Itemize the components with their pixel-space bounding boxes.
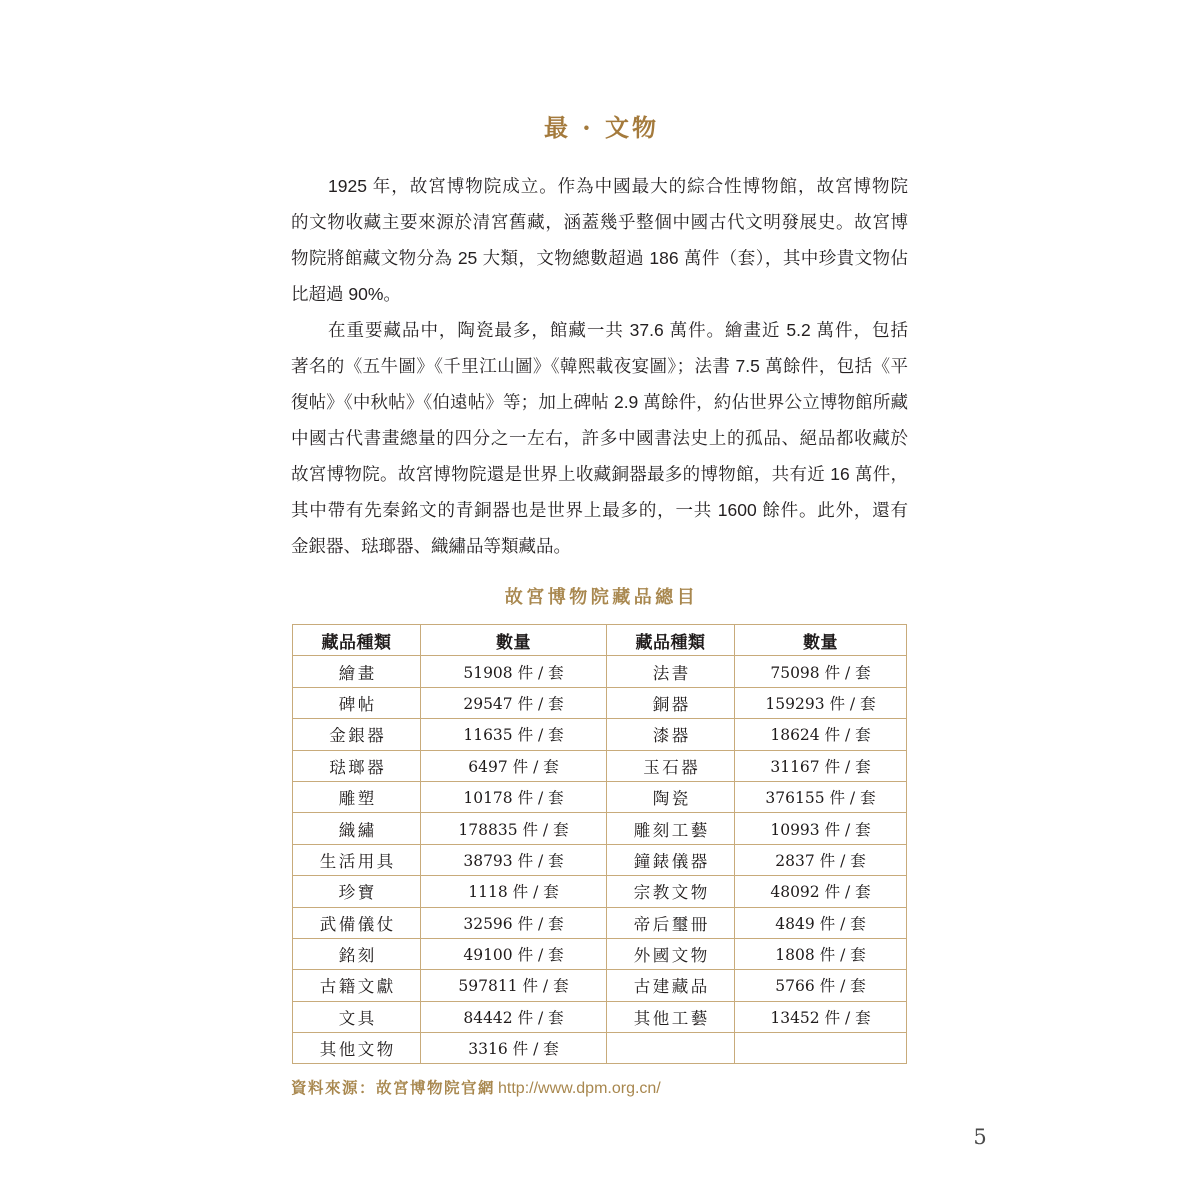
quantity-cell: 10178 件 / 套 [421,781,607,812]
table-row [293,719,907,750]
text-line: 復帖》《中秋帖》《伯遠帖》等；加上碑帖 2.9 萬餘件，約佔世界公立博物館所藏 [291,392,908,412]
text-line: 比超過 90%。 [291,284,401,304]
quantity-cell: 49100 件 / 套 [421,938,607,969]
quantity-cell: 51908 件 / 套 [421,656,607,687]
table-row [293,970,907,1001]
table-row [293,781,907,812]
source-url: http://www.dpm.org.cn/ [498,1080,661,1097]
table-row [293,844,907,875]
table-header-cell: 藏品種類 [607,625,735,656]
source-label: 資料來源：故宮博物院官網 [291,1080,496,1097]
quantity-cell: 1808 件 / 套 [735,938,907,969]
table-row [293,687,907,718]
quantity-cell: 10993 件 / 套 [735,813,907,844]
collection-table [292,624,907,1064]
quantity-cell: 84442 件 / 套 [421,1001,607,1032]
quantity-cell: 18624 件 / 套 [735,719,907,750]
quantity-cell: 5766 件 / 套 [735,970,907,1001]
quantity-cell: 4849 件 / 套 [735,907,907,938]
category-cell: 其他工藝 [607,1001,735,1032]
page-number: 5 [973,1125,987,1149]
table-row [293,938,907,969]
quantity-cell: 2837 件 / 套 [735,844,907,875]
quantity-cell: 32596 件 / 套 [421,907,607,938]
table-row [293,876,907,907]
category-cell: 織繡 [293,813,421,844]
text-line: 其中帶有先秦銘文的青銅器也是世界上最多的，一共 1600 餘件。此外，還有 [291,500,908,520]
table-row [293,907,907,938]
category-cell: 珍寶 [293,876,421,907]
quantity-cell: 597811 件 / 套 [421,970,607,1001]
table-row [293,1033,907,1064]
category-cell: 銅器 [607,687,735,718]
table-header-cell: 藏品種類 [293,625,421,656]
category-cell: 帝后璽冊 [607,907,735,938]
empty-cell [735,1033,907,1064]
empty-cell [607,1033,735,1064]
quantity-cell: 29547 件 / 套 [421,687,607,718]
quantity-cell: 1118 件 / 套 [421,876,607,907]
quantity-cell: 31167 件 / 套 [735,750,907,781]
text-line: 的文物收藏主要來源於清宮舊藏，涵蓋幾乎整個中國古代文明發展史。故宮博 [291,212,908,232]
quantity-cell: 38793 件 / 套 [421,844,607,875]
table-row [293,750,907,781]
category-cell: 金銀器 [293,719,421,750]
table-row [293,1001,907,1032]
category-cell: 陶瓷 [607,781,735,812]
text-line: 物院將館藏文物分為 25 大類，文物總數超過 186 萬件（套），其中珍貴文物佔 [291,248,908,268]
table-header-row [293,625,907,656]
text-line: 著名的《五牛圖》《千里江山圖》《韓熙載夜宴圖》；法書 7.5 萬餘件，包括《平 [291,356,908,376]
category-cell: 琺瑯器 [293,750,421,781]
text-line: 1925 年，故宮博物院成立。作為中國最大的綜合性博物館，故宮博物院 [328,176,908,196]
quantity-cell: 178835 件 / 套 [421,813,607,844]
table-caption: 故宮博物院藏品總目 [504,587,699,607]
category-cell: 宗教文物 [607,876,735,907]
quantity-cell: 75098 件 / 套 [735,656,907,687]
text-line: 在重要藏品中，陶瓷最多，館藏一共 37.6 萬件。繪畫近 5.2 萬件，包括 [328,320,908,340]
category-cell: 鐘錶儀器 [607,844,735,875]
category-cell: 漆器 [607,719,735,750]
table-header-cell: 數量 [421,625,607,656]
paragraph [291,168,908,312]
category-cell: 古籍文獻 [293,970,421,1001]
quantity-cell: 48092 件 / 套 [735,876,907,907]
page-title: 最 · 文物 [543,113,660,142]
category-cell: 碑帖 [293,687,421,718]
body-text [291,168,908,564]
table-row [293,656,907,687]
quantity-cell: 376155 件 / 套 [735,781,907,812]
text-line: 故宮博物院。故宮博物院還是世界上收藏銅器最多的博物館，共有近 16 萬件， [291,464,908,484]
category-cell: 生活用具 [293,844,421,875]
table-row [293,813,907,844]
quantity-cell: 13452 件 / 套 [735,1001,907,1032]
text-line: 中國古代書畫總量的四分之一左右，許多中國書法史上的孤品、絕品都收藏於 [291,428,908,448]
category-cell: 雕塑 [293,781,421,812]
paragraph [291,312,908,564]
quantity-cell: 6497 件 / 套 [421,750,607,781]
category-cell: 雕刻工藝 [607,813,735,844]
category-cell: 文具 [293,1001,421,1032]
category-cell: 武備儀仗 [293,907,421,938]
category-cell: 其他文物 [293,1033,421,1064]
table-header-cell: 數量 [735,625,907,656]
text-line: 金銀器、琺瑯器、織繡品等類藏品。 [291,536,571,556]
category-cell: 銘刻 [293,938,421,969]
quantity-cell: 3316 件 / 套 [421,1033,607,1064]
category-cell: 繪畫 [293,656,421,687]
category-cell: 玉石器 [607,750,735,781]
quantity-cell: 159293 件 / 套 [735,687,907,718]
source-note [291,1078,661,1100]
category-cell: 古建藏品 [607,970,735,1001]
category-cell: 外國文物 [607,938,735,969]
category-cell: 法書 [607,656,735,687]
quantity-cell: 11635 件 / 套 [421,719,607,750]
